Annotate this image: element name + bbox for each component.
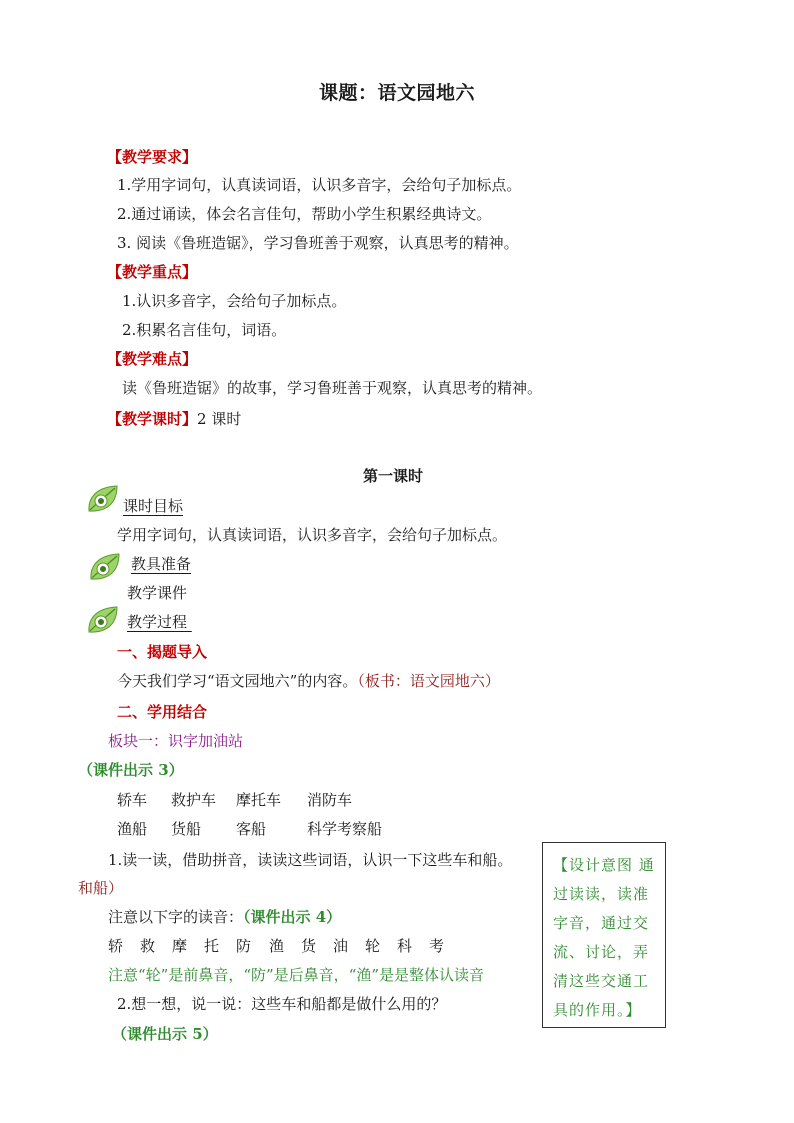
key-point-1: 1.认识多音字，会给句子加标点。 (122, 292, 347, 310)
hours-line (107, 408, 241, 429)
design-note-box (542, 842, 666, 1028)
leaf-icon (86, 484, 120, 514)
char: 考 (429, 937, 445, 955)
requirement-2: 2.通过诵读，体会名言佳句，帮助小学生积累经典诗文。 (117, 205, 492, 223)
section1-board: （板书：语文园地六） (357, 672, 500, 690)
section1-text: 今天我们学习“语文园地六”的内容。 (117, 672, 358, 690)
hours-heading: 【教学课时】 (107, 410, 198, 428)
pron-line (108, 906, 341, 927)
requirement-3: 3. 阅读《鲁班造锯》，学习鲁班善于观察，认真思考的精神。 (117, 234, 519, 252)
leaf-icon (86, 605, 120, 635)
step-1: 1.读一读，借助拼音，读读这些词语，认识一下这些车和船。 (108, 851, 513, 869)
char: 防 (236, 937, 252, 955)
key-points-heading: 【教学重点】 (107, 263, 198, 281)
notice-c: “渔”是是整体认读音 (348, 966, 485, 984)
design-note-text: 【设计意图 通过读读，读准字音，通过交流、讨论，弄清这些交通工具的作用。】 (553, 856, 655, 1019)
hours-value: 2 课时 (197, 410, 242, 428)
leaf-icon (88, 552, 122, 582)
vehicle-word: 客船 (236, 820, 267, 838)
char: 渔 (269, 937, 285, 955)
prep-label: 教具准备 (131, 555, 192, 573)
char: 科 (397, 937, 413, 955)
courseware-3: （课件出示 3） (78, 761, 184, 779)
difficulties-text: 读《鲁班造锯》的故事，学习鲁班善于观察，认真思考的精神。 (122, 379, 543, 397)
process-label-text: 教学过程 (127, 613, 188, 631)
difficulties-heading: 【教学难点】 (107, 350, 198, 368)
vehicle-word: 货船 (171, 820, 202, 838)
goal-label: 课时目标 (123, 497, 184, 515)
courseware-5: （课件出示 5） (112, 1025, 218, 1043)
vehicle-word: 救护车 (171, 791, 217, 809)
notice-line (108, 964, 484, 985)
requirement-1: 1.学用字词句，认真读词语，认识多音字，会给句子加标点。 (117, 176, 522, 194)
vehicle-word: 消防车 (307, 791, 353, 809)
char: 轮 (365, 937, 381, 955)
section1-heading: 一、揭题导入 (117, 643, 208, 661)
lesson-heading (0, 465, 794, 486)
section2-heading: 二、学用结合 (117, 703, 208, 721)
vehicle-word: 轿车 (117, 791, 148, 809)
vehicle-word: 摩托车 (236, 791, 282, 809)
char: 轿 (108, 937, 124, 955)
block1-title: 板块一：识字加油站 (108, 732, 244, 750)
char: 救 (140, 937, 156, 955)
process-label (127, 611, 192, 632)
vehicle-word: 科学考察船 (307, 820, 383, 838)
char: 托 (204, 937, 220, 955)
step-1-continued: 和船） (78, 879, 124, 897)
key-point-2: 2.积累名言佳句，词语。 (122, 321, 287, 339)
goal-text: 学用字词句，认真读词语，认识多音字，会给句子加标点。 (117, 526, 508, 544)
char: 摩 (172, 937, 188, 955)
vehicle-word: 渔船 (117, 820, 148, 838)
section1-line (117, 670, 500, 691)
courseware-4: （课件出示 4） (243, 908, 342, 926)
lesson-heading-text: 第一课时 (362, 467, 423, 485)
notice-a: 注意“轮”是前鼻音， (108, 966, 244, 984)
notice-b: “防”是后鼻音， (243, 966, 349, 984)
step-2: 2.想一想，说一说：这些车和船都是做什么用的？ (117, 995, 447, 1013)
char: 货 (301, 937, 317, 955)
pron-note: 注意以下字的读音： (108, 908, 244, 926)
requirements-heading: 【教学要求】 (107, 148, 198, 166)
page-title: 课题：语文园地六 (318, 82, 475, 104)
char: 油 (333, 937, 349, 955)
prep-text: 教学课件 (127, 584, 188, 602)
